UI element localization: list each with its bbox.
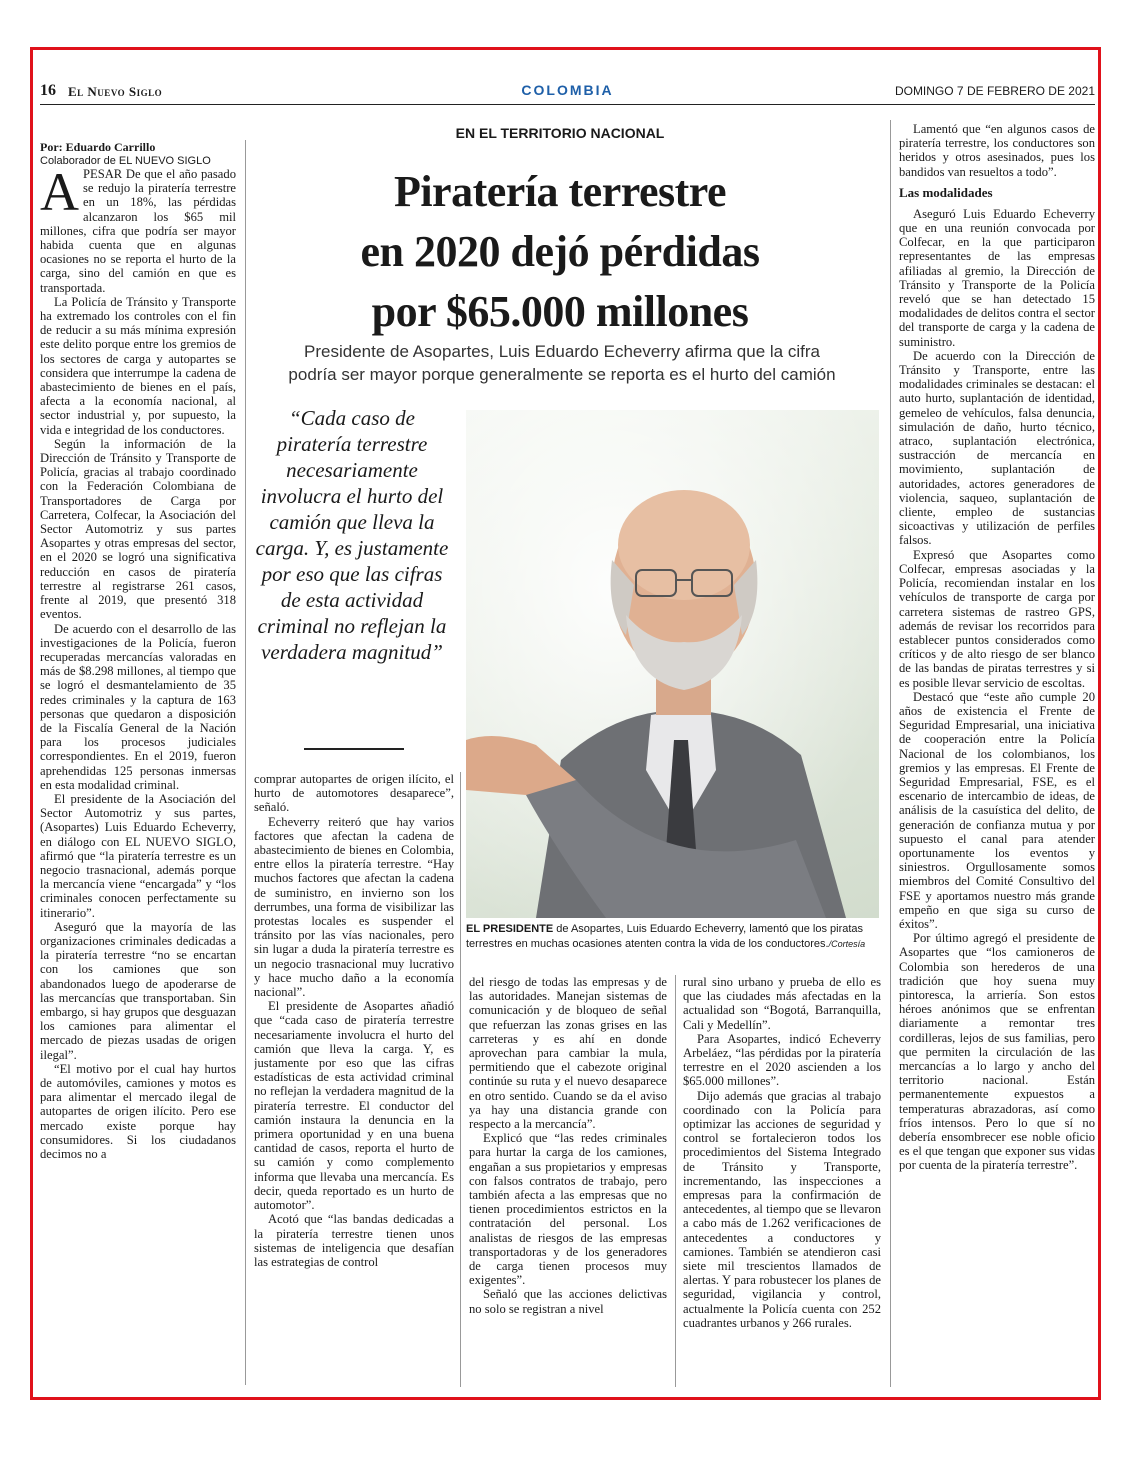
header-rule bbox=[40, 104, 1095, 105]
kicker: EN EL TERRITORIO NACIONAL bbox=[455, 125, 665, 141]
column-2 bbox=[254, 772, 454, 1387]
subhead: Las modalidades bbox=[899, 184, 993, 200]
pull-quote-rule bbox=[304, 748, 404, 750]
subheadline: Presidente de Asopartes, Luis Eduardo Echeverry afirma que la cifra podría ser mayor porque generalmente se reporta es el hurto del camión bbox=[288, 342, 836, 384]
paragraph: comprar autopartes de origen ilícito, el hurto de automotores desaparece”, señaló. bbox=[254, 772, 454, 815]
drop-cap: A bbox=[40, 162, 79, 222]
lead-paragraph: APESAR De que el año pasado se redujo la piratería terrestre en un 18%, las pérdidas alcanzaron los $65 mil millones, cifra que podría ser mayor habida cuenta que en algunas ocasiones no se reporta el hurto de la carga, sino del camión en que es transportada. bbox=[40, 162, 236, 295]
column-divider bbox=[675, 975, 676, 1387]
column-4 bbox=[683, 975, 881, 1387]
paragraph: De acuerdo con el desarrollo de las investigaciones de la Policía, fueron recuperadas mercancías valoradas en más de $8.298 millones, al tiempo que se logró el desmantelamiento de 35 redes criminales y la captura de 163 personas que quedaron a disposición de la Fiscalía General de la Nación para los procesos judiciales correspondientes. En el 2019, fueron aprehendidas 125 personas inmersas en esta modalidad criminal. bbox=[40, 621, 236, 792]
paragraph: “El motivo por el cual hay hurtos de automóviles, camiones y motos es para alimentar el mercado ilegal de autopartes de origen ilícito. Pero ese mercado existe porque hay consumidores. Si los ciudadanos decimos no a bbox=[40, 1061, 236, 1162]
section-name: COLOMBIA bbox=[521, 82, 614, 98]
page-number: 16 bbox=[40, 82, 56, 99]
paragraph: Aseguró Luis Eduardo Echeverry que en una reunión convocada por Colfecar, en la que participaron representantes de las empresas afiliadas al gremio, la Dirección de Tránsito y Transporte de la Policía reveló que se han detectado 15 modalidades de delitos contra el sector del transporte de carga y la cadena de suministro. bbox=[899, 206, 1095, 349]
byline: Por: Eduardo Carrillo bbox=[40, 140, 156, 154]
paragraph: La Policía de Tránsito y Transporte ha extremado los controles con el fin de reducir a su más mínima expresión este delito porque entre los gremios de los sectores de carga y autopartes se considera que interrumpe la cadena de abastecimiento de bienes en el país, afecta a la economía nacional, al sector industrial y, por supuesto, la vida e integridad de los conductores. bbox=[40, 294, 236, 437]
newspaper-name: El Nuevo Siglo bbox=[68, 84, 163, 99]
column-divider bbox=[245, 140, 246, 1385]
column-1 bbox=[40, 140, 236, 1385]
paragraph: Acotó que “las bandas dedicadas a la piratería terrestre tienen unos sistemas de inteligencia que desafían las estrategias de control bbox=[254, 1212, 454, 1269]
headline: Piratería terrestre en 2020 dejó pérdidas por $65.000 millones bbox=[360, 167, 760, 336]
paragraph: El presidente de Asopartes añadió que “cada caso de piratería terrestre necesariamente involucra el hurto del camión que lleva la carga. Y, es justamente por eso que las cifras estadísticas de esta actividad criminal no reflejan la verdadera magnitud de la piratería terrestre. El conductor del camión instaura la denuncia en la primera oportunidad y en una buena cantidad de casos, reporta el hurto de su camión y como complemento informa que llevaba una mercancía. Es decir, queda reportado es un hurto de automotor”. bbox=[254, 999, 454, 1213]
paragraph: Señaló que las acciones delictivas no solo se registran a nivel bbox=[469, 1287, 667, 1316]
paragraph: Explicó que “las redes criminales para hurtar la carga de los camiones, engañan a sus propietarios y empresas con falsos contratos de trabajo, pero también afecta a las empresas que no tienen procedimientos estrictos en la contratación del personal. Los analistas de riesgos de las empresas transportadoras y de los generadores de carga tienen procesos muy exigentes”. bbox=[469, 1131, 667, 1288]
paragraph: Echeverry reiteró que hay varios factores que afectan la cadena de abastecimiento de bienes en Colombia, entre ellos la piratería terrestre. “Hay muchos factores que afectan la cadena de suministro, en invierno son los derrumbes, una forma de visibilizar las protestas locales es suspender el tránsito por las vías nacionales, pero sin lugar a duda la piratería terrestre es un negocio trasnacional muy lucrativo y hace mucho daño a la economía nacional”. bbox=[254, 814, 454, 1000]
paragraph: Dijo además que gracias al trabajo coordinado con la Policía para optimizar las acciones de seguridad y control se fortalecieron todos los procedimientos del Sistema Integrado de Tránsito y Transporte, incrementando, las inspecciones a empresas para la confirmación de antecedentes, al tiempo que se llevaron a cabo más de 1.262 verificaciones de antecedentes a conductores y camiones. También se atendieron casi siete mil trescientos llamados de alertas. Y para robustecer los planes de seguridad, vigilancia y control, actualmente la Policía cuenta con 252 cuadrantes urbanos y 266 rurales. bbox=[683, 1088, 881, 1330]
paragraph: del riesgo de todas las empresas y de las autoridades. Manejan sistemas de comunicación y de bloqueo de señal que refuerzan las zonas grises en las carreteras y es ahí en donde aprovechan para cambiar la mula, permitiendo que el cabezote original continúe su ruta y el nuevo desaparece en otro sentido. Cuando se da el aviso ya hay una distancia grande con respecto a la mercancía”. bbox=[469, 975, 667, 1132]
photo-caption: EL PRESIDENTE de Asopartes, Luis Eduardo Echeverry, lamentó que los piratas terrestres en muchas ocasiones atenten contra la vida de los conductores./Cortesía bbox=[466, 923, 866, 950]
photo-credit: /Cortesía bbox=[828, 939, 866, 949]
page-header bbox=[40, 82, 1095, 102]
issue-date: DOMINGO 7 DE FEBRERO DE 2021 bbox=[894, 84, 1095, 98]
paragraph: Aseguró que la mayoría de las organizaciones criminales dedicadas a la piratería terrestre “no se encartan con los camiones que son abandonados luego de apoderarse de las mercancías que transportaban. Sin embargo, si hay grupos que desguazan los camiones para alimentar el mercado de piezas usadas de origen ilegal”. bbox=[40, 919, 236, 1062]
paragraph: Destacó que “este año cumple 20 años de existencia el Frente de Seguridad Empresarial, una iniciativa de cooperación entre la Policía Nacional de los colombianos, los gremios y las empresas. El Frente de Seguridad Empresarial, FSE, es el escenario de intercambio de ideas, de análisis de la casuística del delito, de generación de confianza mutua y por supuesto el canal para atender oportunamente los eventos y siniestros. Orgullosamente somos miembros del Comité Consultivo del FSE y aportamos nuestro más grande empeño en que siga su curso de éxitos”. bbox=[899, 689, 1095, 931]
byline-role: Colaborador de EL NUEVO SIGLO bbox=[40, 155, 211, 167]
column-5 bbox=[899, 122, 1095, 1387]
paragraph: rural sino urbano y prueba de ello es que las ciudades más afectadas en la actualidad son “Bogotá, Barranquilla, Cali y Medellín”. bbox=[683, 975, 881, 1032]
paragraph: El presidente de la Asociación del Sector Automotriz y sus partes, (Asopartes) Luis Eduardo Echeverry, en diálogo con EL NUEVO SIGLO, afirmó que “la piratería terrestre es un negocio trasnacional, además porque la mercancía viene “encargada” y “los criminales conocen perfectamente su itinerario”. bbox=[40, 791, 236, 920]
paragraph: Según la información de la Dirección de Tránsito y Transporte de Policía, gracias al trabajo coordinado con la Federación Colombiana de Transportadores de Carga por Carretera, Colfecar, la Asociación del Sector Automotriz y sus partes Asopartes y otras empresas del sector, en el 2020 se logró una significativa reducción en casos de piratería terrestre al registrarse 261 casos, frente al 2019, que presentó 318 eventos. bbox=[40, 436, 236, 622]
paragraph: Expresó que Asopartes como Colfecar, empresas asociadas y la Policía, recomiendan instalar en los vehículos de transporte de carga por carretera sistemas de rastreo GPS, además de revisar los recorridos para establecer puntos considerados como críticos y de alto riesgo de ser blanco de las bandas de piratas terrestres y si es posible llevar servicio de escoltas. bbox=[899, 547, 1095, 690]
paragraph: De acuerdo con la Dirección de Tránsito y Transporte, entre las modalidades criminales se destacan: el auto hurto, suplantación de identidad, gemeleo de vehículos, falsa denuncia, simulación de daño, hurto técnico, atraco, suplantación electrónica, sustracción de mercancía en movimiento, suplantación de autoridades, actores generadores de violencia, saqueo, suplantación de cliente, empleo de sustancias sicoactivas y utilización de perfiles falsos. bbox=[899, 348, 1095, 548]
column-divider bbox=[460, 772, 461, 1387]
paragraph: Para Asopartes, indicó Echeverry Arbeláez, “las pérdidas por la piratería terrestre en el 2020 ascienden a los $65.000 millones”. bbox=[683, 1031, 881, 1089]
paragraph: Lamentó que “en algunos casos de piratería terrestre, los conductores son heridos y otros asesinados, pues los bandidos van resueltos a todo”. bbox=[899, 122, 1095, 179]
column-divider bbox=[890, 120, 891, 1387]
column-3 bbox=[469, 975, 667, 1387]
portrait-photo bbox=[466, 410, 879, 918]
paragraph: Por último agregó el presidente de Asopartes que “los camioneros de Colombia son herederos de una tradición que hoy suena muy pintoresca, la arriería. Son estos héroes anónimos que se enfrentan diariamente a remontar tres cordilleras, lejos de sus familias, pero que permiten la circulación de las mercancías a lo largo y ancho del territorio nacional. Están permanentemente expuestos a temperaturas abrazadoras, así como fríos intensos. Pero lo que sí no debería ensombrecer ese noble oficio es el que tengan que exponer sus vidas por cuenta de la piratería terrestre”. bbox=[899, 931, 1095, 1173]
pull-quote: “Cada caso de piratería terrestre necesariamente involucra el hurto del camión que lleva la carga. Y, es justamente por eso que las cifras de esta actividad criminal no reflejan la verdadera magnitud” bbox=[255, 406, 449, 664]
